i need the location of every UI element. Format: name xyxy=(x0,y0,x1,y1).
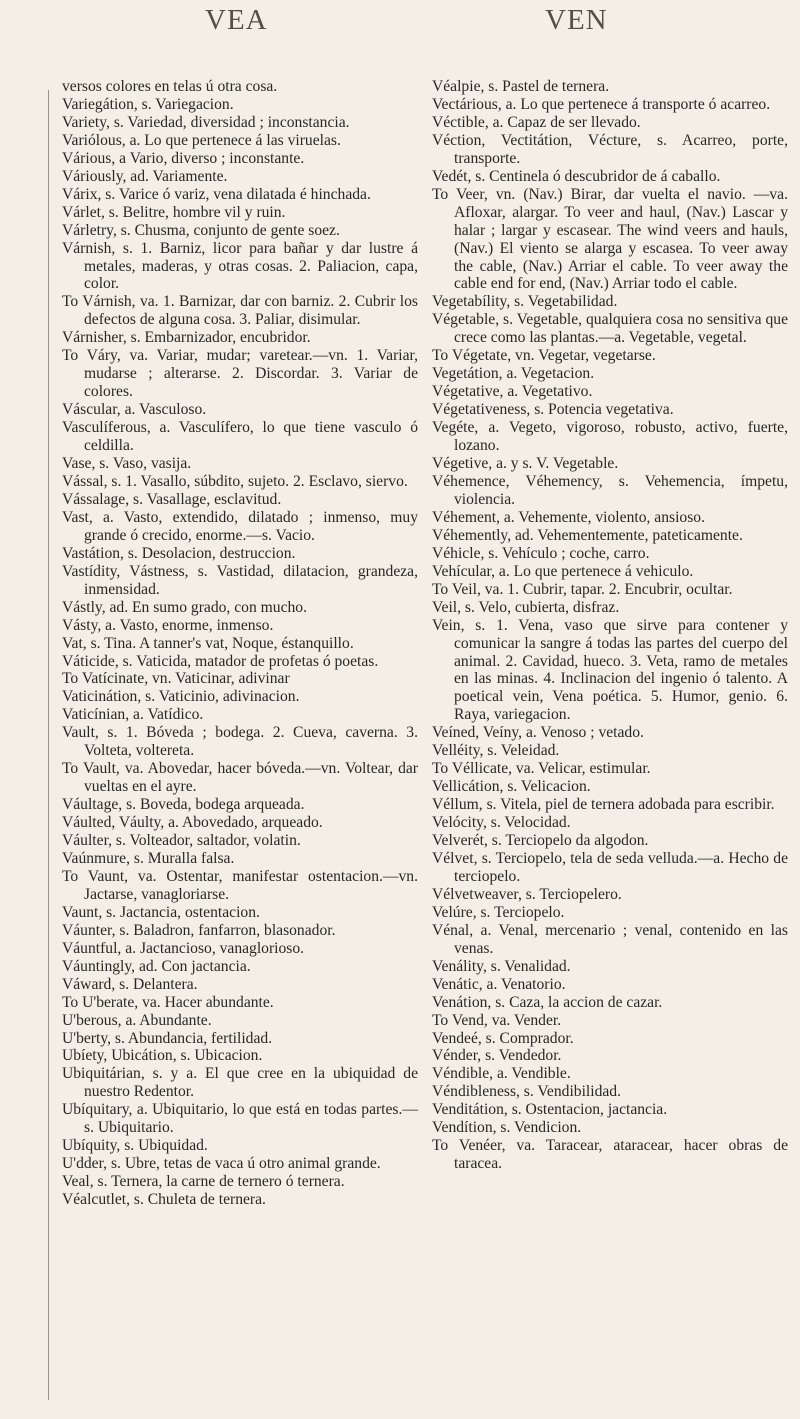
dictionary-entry: To Veer, vn. (Nav.) Birar, dar vuelta el navio. —va. Afloxar, alargar. To veer and haul, (Nav.) Lascar y halar ; largar y escasear. The wind veers and hauls, (Nav.) El viento se alarga y escasea. To veer away the cable, (Nav.) Arriar el cable. To veer away the cable end for end, (Nav.) Arriar todo el cable. xyxy=(432,185,788,293)
dictionary-entry: Váuntingly, ad. Con jactancia. xyxy=(62,957,251,975)
dictionary-entry: Véllum, s. Vitela, piel de ternera adobada para escribir. xyxy=(432,796,775,814)
dictionary-entry: Váuntful, a. Jactancioso, vanaglorioso. xyxy=(62,939,305,957)
dictionary-entry: Veíned, Veíny, a. Venoso ; vetado. xyxy=(432,724,644,742)
dictionary-entry: Vein, s. 1. Vena, vaso que sirve para contener y comunicar la sangre á todas las partes del cuerpo del animal. 2. Cavidad, hueco. 3. Veta, ramo de metales en las minas. 4. Inclinacion del ingenio ó talento. A poetical vein, Vena poética. 5. Humor, genio. 6. Raya, variegacion. xyxy=(432,616,788,724)
dictionary-entry: To Veil, va. 1. Cubrir, tapar. 2. Encubrir, ocultar. xyxy=(432,580,733,598)
dictionary-entry: Ubíquitary, a. Ubiquitario, lo que está en todas partes.—s. Ubiquitario. xyxy=(62,1101,418,1137)
dictionary-entry: Vast, a. Vasto, extendido, dilatado ; inmenso, muy grande ó crecido, enorme.—s. Vacio. xyxy=(62,508,418,544)
dictionary-entry: Végetable, s. Vegetable, qualquiera cosa no sensitiva que crece como las plantas.—a. Vegetable, vegetal. xyxy=(432,311,788,347)
dictionary-entry: Véhement, a. Vehemente, violento, ansioso. xyxy=(432,508,705,526)
dictionary-entry: Vással, s. 1. Vasallo, súbdito, sujeto. 2. Esclavo, siervo. xyxy=(62,472,408,490)
dictionary-entry: Velúre, s. Terciopelo. xyxy=(432,903,565,921)
dictionary-entry: Ubíety, Ubicátion, s. Ubicacion. xyxy=(62,1047,263,1065)
dictionary-entry: Vasculíferous, a. Vasculífero, lo que tiene vasculo ó celdilla. xyxy=(62,419,418,455)
dictionary-entry: Variegátion, s. Variegacion. xyxy=(62,95,234,113)
dictionary-entry: Veal, s. Ternera, la carne de ternero ó ternera. xyxy=(62,1173,345,1191)
dictionary-entry: Vaticinátion, s. Vaticinio, adivinacion. xyxy=(62,688,300,706)
dictionary-entry: Ubíquity, s. Ubiquidad. xyxy=(62,1137,208,1155)
dictionary-entry: Vénder, s. Vendedor. xyxy=(432,1047,562,1065)
dictionary-entry: Vaunt, s. Jactancia, ostentacion. xyxy=(62,903,260,921)
dictionary-entry: Vegetabílity, s. Vegetabilidad. xyxy=(432,293,618,311)
dictionary-entry: versos colores en telas ú otra cosa. xyxy=(62,78,278,95)
dictionary-entry: Véalpie, s. Pastel de ternera. xyxy=(432,78,610,95)
dictionary-entry: Vássalage, s. Vasallage, esclavitud. xyxy=(62,490,282,508)
dictionary-entry: Vendeé, s. Comprador. xyxy=(432,1029,574,1047)
dictionary-entry: To Vaunt, va. Ostentar, manifestar ostentacion.—vn. Jactarse, vanagloriarse. xyxy=(62,867,418,903)
dictionary-entry: Várletry, s. Chusma, conjunto de gente soez. xyxy=(62,221,340,239)
dictionary-entry: Véndible, a. Vendible. xyxy=(432,1065,571,1083)
dictionary-entry: Variety, s. Variedad, diversidad ; inconstancia. xyxy=(62,113,350,131)
dictionary-entry: Vastídity, Vástness, s. Vastidad, dilatacion, grandeza, inmensidad. xyxy=(62,562,418,598)
dictionary-entry: Velléity, s. Veleidad. xyxy=(432,742,560,760)
dictionary-entry: To Vend, va. Vender. xyxy=(432,1011,562,1029)
dictionary-entry: U'berous, a. Abundante. xyxy=(62,1011,212,1029)
dictionary-entry: To Véllicate, va. Velicar, estimular. xyxy=(432,760,651,778)
dictionary-entry: Vault, s. 1. Bóveda ; bodega. 2. Cueva, caverna. 3. Volteta, voltereta. xyxy=(62,724,418,760)
dictionary-entry: Várnisher, s. Embarnizador, encubridor. xyxy=(62,329,311,347)
dictionary-entry: Vaticínian, a. Vatídico. xyxy=(62,706,204,724)
dictionary-entry: Váunter, s. Baladron, fanfarron, blasonador. xyxy=(62,921,336,939)
dictionary-entry: Vectárious, a. Lo que pertenece á transporte ó acarreo. xyxy=(432,95,771,113)
dictionary-entry: Velverét, s. Terciopelo da algodon. xyxy=(432,832,649,850)
dictionary-entry: To Váry, va. Variar, mudar; varetear.—vn. 1. Variar, mudarse ; alterarse. 2. Discordar. 3. Variar de colores. xyxy=(62,347,418,401)
dictionary-entry: Vastátion, s. Desolacion, destruccion. xyxy=(62,544,296,562)
dictionary-entry: To Végetate, vn. Vegetar, vegetarse. xyxy=(432,347,656,365)
dictionary-entry: To Venéer, va. Taracear, ataracear, hacer obras de taracea. xyxy=(432,1137,788,1173)
dictionary-entry: Végetative, a. Vegetativo. xyxy=(432,383,593,401)
right-column xyxy=(432,78,788,1173)
dictionary-entry: Véalcutlet, s. Chuleta de ternera. xyxy=(62,1191,266,1209)
dictionary-entry: Vendítion, s. Vendicion. xyxy=(432,1119,582,1137)
dictionary-entry: Vástly, ad. En sumo grado, con mucho. xyxy=(62,598,307,616)
dictionary-entry: Vehícular, a. Lo que pertenece á vehiculo. xyxy=(432,562,694,580)
dictionary-entry: Vélvetweaver, s. Terciopelero. xyxy=(432,885,622,903)
dictionary-entry: Vellicátion, s. Velicacion. xyxy=(432,778,591,796)
dictionary-entry: Veil, s. Velo, cubierta, disfraz. xyxy=(432,598,620,616)
dictionary-entry: Várious, a Vario, diverso ; inconstante. xyxy=(62,149,305,167)
dictionary-entry: U'dder, s. Ubre, tetas de vaca ú otro animal grande. xyxy=(62,1155,381,1173)
dictionary-entry: Ubiquitárian, s. y a. El que cree en la ubiquidad de nuestro Redentor. xyxy=(62,1065,418,1101)
dictionary-entry: Várlet, s. Belitre, hombre vil y ruin. xyxy=(62,203,286,221)
dictionary-entry: To U'berate, va. Hacer abundante. xyxy=(62,993,274,1011)
dictionary-entry: Végetive, a. y s. V. Vegetable. xyxy=(432,455,619,473)
dictionary-entry: Venálity, s. Venalidad. xyxy=(432,957,571,975)
dictionary-entry: Variólous, a. Lo que pertenece á las viruelas. xyxy=(62,131,341,149)
dictionary-entry: Váultage, s. Boveda, bodega arqueada. xyxy=(62,796,305,814)
dictionary-entry: U'berty, s. Abundancia, fertilidad. xyxy=(62,1029,273,1047)
dictionary-entry: To Várnish, va. 1. Barnizar, dar con barniz. 2. Cubrir los defectos de alguna cosa. 3. Paliar, disimular. xyxy=(62,293,418,329)
dictionary-entry: Várix, s. Varice ó variz, vena dilatada é hinchada. xyxy=(62,185,371,203)
dictionary-entry: Véndibleness, s. Vendibilidad. xyxy=(432,1083,621,1101)
dictionary-entry: Vénal, a. Venal, mercenario ; venal, contenido en las venas. xyxy=(432,921,788,957)
dictionary-entry: Venátion, s. Caza, la accion de cazar. xyxy=(432,993,663,1011)
dictionary-entry: Váulted, Váulty, a. Abovedado, arqueado. xyxy=(62,814,323,832)
dictionary-entry: Véctible, a. Capaz de ser llevado. xyxy=(432,113,641,131)
dictionary-entry: Vaúnmure, s. Muralla falsa. xyxy=(62,849,235,867)
dictionary-entry: Venditátion, s. Ostentacion, jactancia. xyxy=(432,1101,668,1119)
header-left-guide-word: VEA xyxy=(205,4,268,36)
left-margin-rule xyxy=(48,90,49,1400)
dictionary-entry: Vásty, a. Vasto, enorme, inmenso. xyxy=(62,616,274,634)
dictionary-entry: To Vault, va. Abovedar, hacer bóveda.—vn. Voltear, dar vueltas en el ayre. xyxy=(62,760,418,796)
dictionary-entry: Váriously, ad. Variamente. xyxy=(62,167,228,185)
dictionary-entry: Venátic, a. Venatorio. xyxy=(432,975,566,993)
dictionary-entry: Vat, s. Tina. A tanner's vat, Noque, éstanquillo. xyxy=(62,634,354,652)
dictionary-entry: To Vatícinate, vn. Vaticinar, adivinar xyxy=(62,670,290,688)
dictionary-entry: Végetativeness, s. Potencia vegetativa. xyxy=(432,401,674,419)
dictionary-entry: Váticide, s. Vaticida, matador de profetas ó poetas. xyxy=(62,652,379,670)
dictionary-entry: Vegéte, a. Vegeto, vigoroso, robusto, activo, fuerte, lozano. xyxy=(432,419,788,455)
dictionary-entry: Véhemently, ad. Vehementemente, pateticamente. xyxy=(432,526,743,544)
dictionary-entry: Vegetátion, a. Vegetacion. xyxy=(432,365,595,383)
dictionary-entry: Véhemence, Véhemency, s. Vehemencia, ímpetu, violencia. xyxy=(432,472,788,508)
dictionary-entry: Váward, s. Delantera. xyxy=(62,975,198,993)
dictionary-entry: Várnish, s. 1. Barniz, licor para bañar y dar lustre á metales, maderas, y otras cosas. 2. Paliacion, capa, color. xyxy=(62,239,418,293)
dictionary-entry: Vase, s. Vaso, vasija. xyxy=(62,455,192,473)
dictionary-entry: Váscular, a. Vasculoso. xyxy=(62,401,207,419)
dictionary-entry: Vedét, s. Centinela ó descubridor de á caballo. xyxy=(432,167,721,185)
dictionary-entry: Vélvet, s. Terciopelo, tela de seda velluda.—a. Hecho de terciopelo. xyxy=(432,849,788,885)
dictionary-entry: Velócity, s. Velocidad. xyxy=(432,814,571,832)
left-column xyxy=(62,78,418,1209)
dictionary-entry: Véction, Vectitátion, Vécture, s. Acarreo, porte, transporte. xyxy=(432,131,788,167)
running-head xyxy=(0,4,800,44)
header-right-guide-word: VEN xyxy=(545,4,608,36)
dictionary-entry: Váulter, s. Volteador, saltador, volatin. xyxy=(62,832,301,850)
dictionary-entry: Véhicle, s. Vehículo ; coche, carro. xyxy=(432,544,650,562)
